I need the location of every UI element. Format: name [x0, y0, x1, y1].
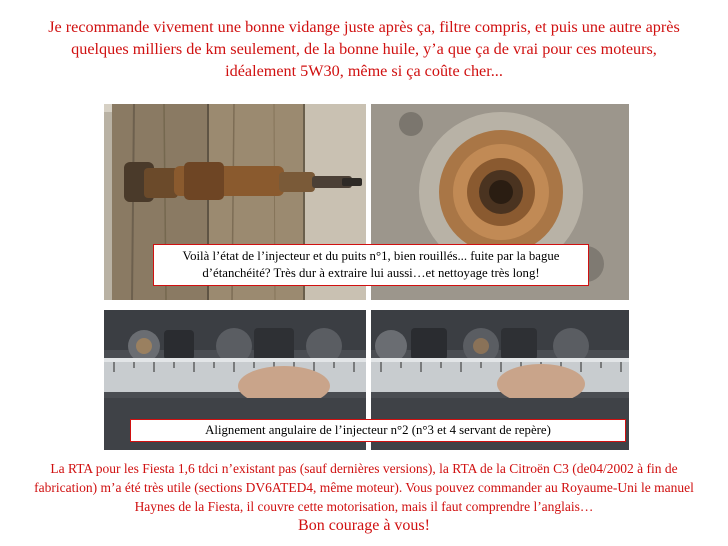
alignment-caption: Alignement angulaire de l’injecteur n°2 (n°3 et 4 servant de repère) — [130, 419, 626, 442]
injector-caption: Voilà l’état de l’injecteur et du puits n°1, bien rouillés... fuite par la bague d’étanchéité? Très dur à extraire lui aussi…et nettoyage très long! — [153, 244, 589, 286]
rta-note: La RTA pour les Fiesta 1,6 tdci n’existant pas (sauf dernières versions), la RTA de la Citroën C3 (de04/2002 à fin de fabrication) m’a été très utile (sections DV6ATED4, même moteur). Vous pouvez commander au Royaume-Uni le manuel Haynes de la Fiesta, il couvre cette motorisation, mais il faut comprendre l’anglais… — [34, 461, 694, 514]
intro-paragraph: Je recommande vivement une bonne vidange juste après ça, filtre compris, et puis une autre après quelques milliers de km seulement, de la bonne huile, y’a que ça de vrai pour ces moteurs, idéalement 5W30, même si ça coûte cher... — [48, 18, 680, 80]
closing-line: Bon courage à vous! — [298, 517, 430, 534]
